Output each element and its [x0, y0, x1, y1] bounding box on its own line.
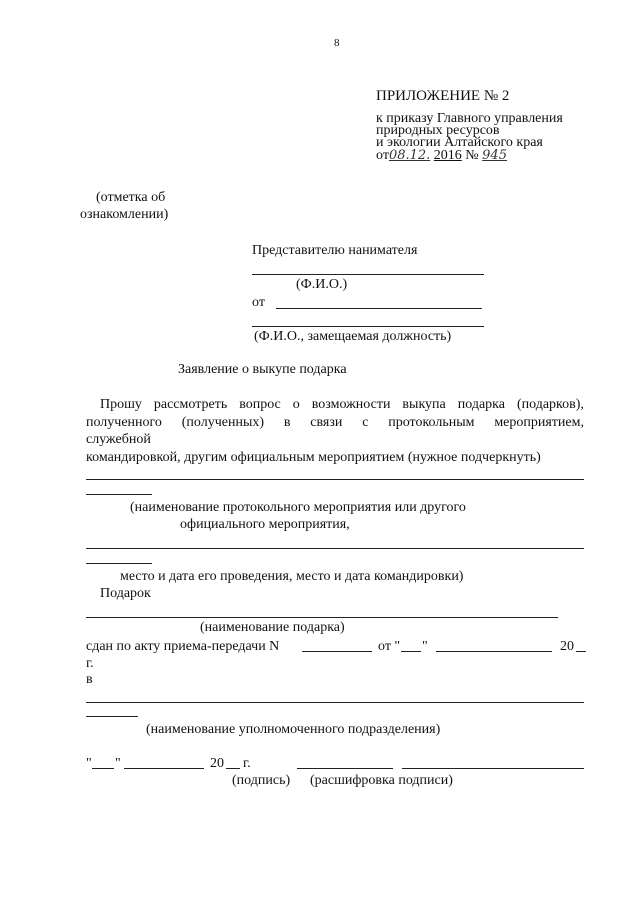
event-caption-2: официального мероприятия,	[180, 517, 350, 532]
word: о	[292, 397, 300, 412]
word: (полученных)	[181, 415, 265, 430]
in-label: в	[86, 672, 93, 687]
appendix-line-1: к приказу Главного управления	[376, 111, 563, 126]
word: мероприятием,	[494, 415, 584, 430]
act-year-line	[576, 651, 586, 652]
word: подарка	[457, 397, 505, 412]
paragraph-line-2	[86, 415, 584, 431]
sign-quote-close: "	[115, 756, 121, 771]
appendix-title: ПРИЛОЖЕНИЕ № 2	[376, 88, 510, 104]
act-year-suffix: г.	[86, 656, 94, 671]
act-quote-close: "	[422, 639, 428, 654]
acknowledgement-line-2: ознакомлении)	[80, 207, 169, 222]
from-label: от	[252, 295, 265, 310]
fio-caption: (Ф.И.О.)	[296, 277, 348, 292]
decoding-line	[402, 768, 584, 769]
word: в	[283, 415, 291, 430]
handwritten-date: 08.12.	[388, 148, 431, 163]
word: с	[362, 415, 369, 430]
fio-position-caption: (Ф.И.О., замещаемая должность)	[254, 329, 452, 344]
event-caption-1: (наименование протокольного мероприятия или другого	[130, 500, 466, 515]
appendix-line-3: и экологии Алтайского края	[376, 135, 543, 150]
act-text: сдан по акту приема-передачи N	[86, 639, 280, 654]
signature-line	[297, 768, 393, 769]
event-line-2-tail	[86, 563, 152, 564]
gift-label: Подарок	[100, 586, 151, 601]
act-year-prefix: 20	[560, 639, 574, 654]
word: связи	[310, 415, 343, 430]
number-sign: №	[465, 148, 479, 163]
sign-year-prefix: 20	[210, 756, 224, 771]
act-from: от "	[378, 639, 401, 654]
sign-day-line	[92, 768, 114, 769]
unit-line	[86, 702, 584, 703]
word: выкупа	[402, 397, 446, 412]
sign-month-line	[124, 768, 204, 769]
date-year: 2016	[433, 148, 462, 163]
signature-caption: (подпись)	[232, 773, 291, 788]
paragraph-line-3: служебной	[86, 432, 151, 447]
unit-line-tail	[86, 716, 138, 717]
sign-year-suffix: г.	[243, 756, 251, 771]
word: (подарков),	[516, 397, 584, 412]
paragraph-line-1	[100, 397, 584, 413]
sign-year-line	[226, 768, 240, 769]
sign-quote-open: "	[86, 756, 92, 771]
word: протокольным	[388, 415, 475, 430]
word: Прошу	[100, 397, 142, 412]
event-line-2	[86, 548, 584, 549]
event-line-1-tail	[86, 494, 152, 495]
appendix-line-2: природных ресурсов	[376, 123, 500, 138]
unit-caption: (наименование уполномоченного подразделения)	[146, 722, 441, 737]
statement-title: Заявление о выкупе подарка	[178, 362, 347, 377]
act-day-line	[401, 651, 421, 652]
act-month-line	[436, 651, 552, 652]
gift-line	[86, 617, 558, 618]
addressee-title: Представителю нанимателя	[252, 243, 418, 258]
paragraph-line-4: командировкой, другим официальным мероприятием (нужное подчеркнуть)	[86, 450, 541, 465]
page-number: 8	[334, 37, 340, 49]
addressee-fio-line	[252, 274, 484, 275]
word: возможности	[311, 397, 391, 412]
place-caption: место и дата его проведения, место и дата командировки)	[120, 569, 464, 584]
position-line	[252, 326, 484, 327]
event-line-1	[86, 479, 584, 480]
act-number-line	[302, 651, 372, 652]
appendix-date-line	[376, 148, 507, 164]
handwritten-number: 945	[482, 148, 507, 163]
from-fio-line	[276, 308, 482, 309]
decoding-caption: (расшифровка подписи)	[310, 773, 453, 788]
word: полученного	[86, 415, 162, 430]
word: рассмотреть	[153, 397, 228, 412]
word: вопрос	[239, 397, 281, 412]
gift-caption: (наименование подарка)	[200, 620, 345, 635]
acknowledgement-line-1: (отметка об	[96, 190, 166, 205]
date-prefix: от	[376, 148, 389, 163]
